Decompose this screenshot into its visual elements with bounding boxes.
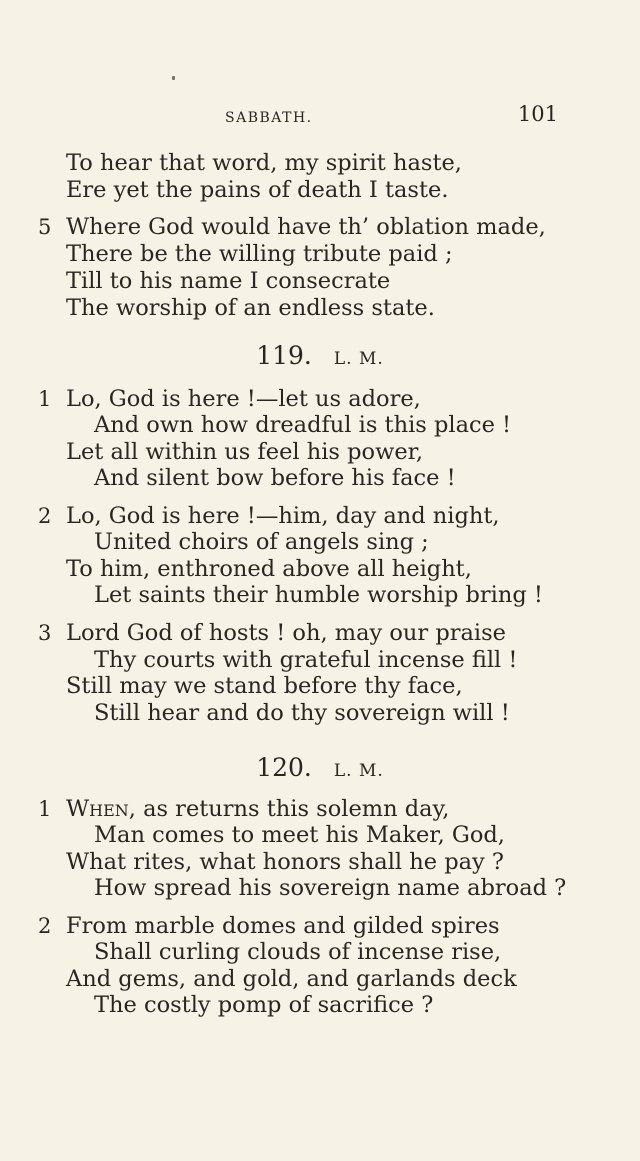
hymn-number: 119.	[256, 341, 312, 370]
page-number: 101	[517, 102, 558, 126]
verse-line: Ere yet the pains of death I taste.	[66, 177, 449, 203]
verse-line: To hear that word, my spirit haste,	[66, 150, 462, 176]
hymn-heading	[0, 341, 640, 370]
verse-line: And gems, and gold, and garlands deck	[66, 966, 517, 992]
hymn-meter: L. M.	[333, 761, 384, 781]
verse-line: Lord God of hosts ! oh, may our praise	[66, 620, 506, 646]
verse-line: Lo, God is here !—him, day and night,	[66, 503, 500, 529]
verse-line: How spread his sovereign name abroad ?	[94, 875, 567, 901]
verse-line: From marble domes and gilded spires	[66, 913, 500, 939]
verse-line: Where God would have th’ oblation made,	[66, 214, 546, 240]
hymn-heading	[0, 753, 640, 782]
hymn-meter: L. M.	[333, 349, 384, 369]
stanza-number: 1	[38, 387, 52, 411]
verse-line: Shall curling clouds of incense rise,	[94, 939, 502, 965]
verse-line: Still may we stand before thy face,	[66, 673, 463, 699]
verse-line: The costly pomp of sacrifice ?	[94, 992, 434, 1018]
stanza-number: 2	[38, 504, 52, 528]
stanza-number: 3	[38, 621, 52, 645]
verse-line: And silent bow before his face !	[94, 465, 456, 491]
verse-line: Thy courts with grateful incense fill !	[94, 647, 518, 673]
stanza-number: 1	[38, 797, 52, 821]
verse-line: Still hear and do thy sovereign will !	[94, 700, 510, 726]
stanza-number: 5	[38, 215, 52, 239]
verse-line: Lo, God is here !—let us adore,	[66, 386, 421, 412]
stanza-number: 2	[38, 914, 52, 938]
verse-line	[66, 796, 449, 823]
verse-line: What rites, what honors shall he pay ?	[66, 849, 504, 875]
running-head	[0, 102, 640, 134]
print-speck	[172, 76, 175, 80]
verse-line: Let saints their humble worship bring !	[94, 582, 543, 608]
verse-line: Till to his name I consecrate	[66, 268, 391, 294]
hymn-number: 120.	[256, 753, 312, 782]
verse-line: And own how dreadful is this place !	[94, 412, 512, 438]
initial-word: When	[66, 796, 129, 822]
verse-line: There be the willing tribute paid ;	[66, 241, 453, 267]
verse-line: Let all within us feel his power,	[66, 439, 424, 465]
verse-line: United choirs of angels sing ;	[94, 529, 429, 555]
running-title: SABBATH.	[225, 110, 313, 126]
verse-line-rest: , as returns this solemn day,	[128, 796, 450, 822]
verse-line: Man comes to meet his Maker, God,	[94, 822, 505, 848]
verse-line: The worship of an endless state.	[66, 295, 435, 321]
verse-line: To him, enthroned above all height,	[66, 556, 472, 582]
